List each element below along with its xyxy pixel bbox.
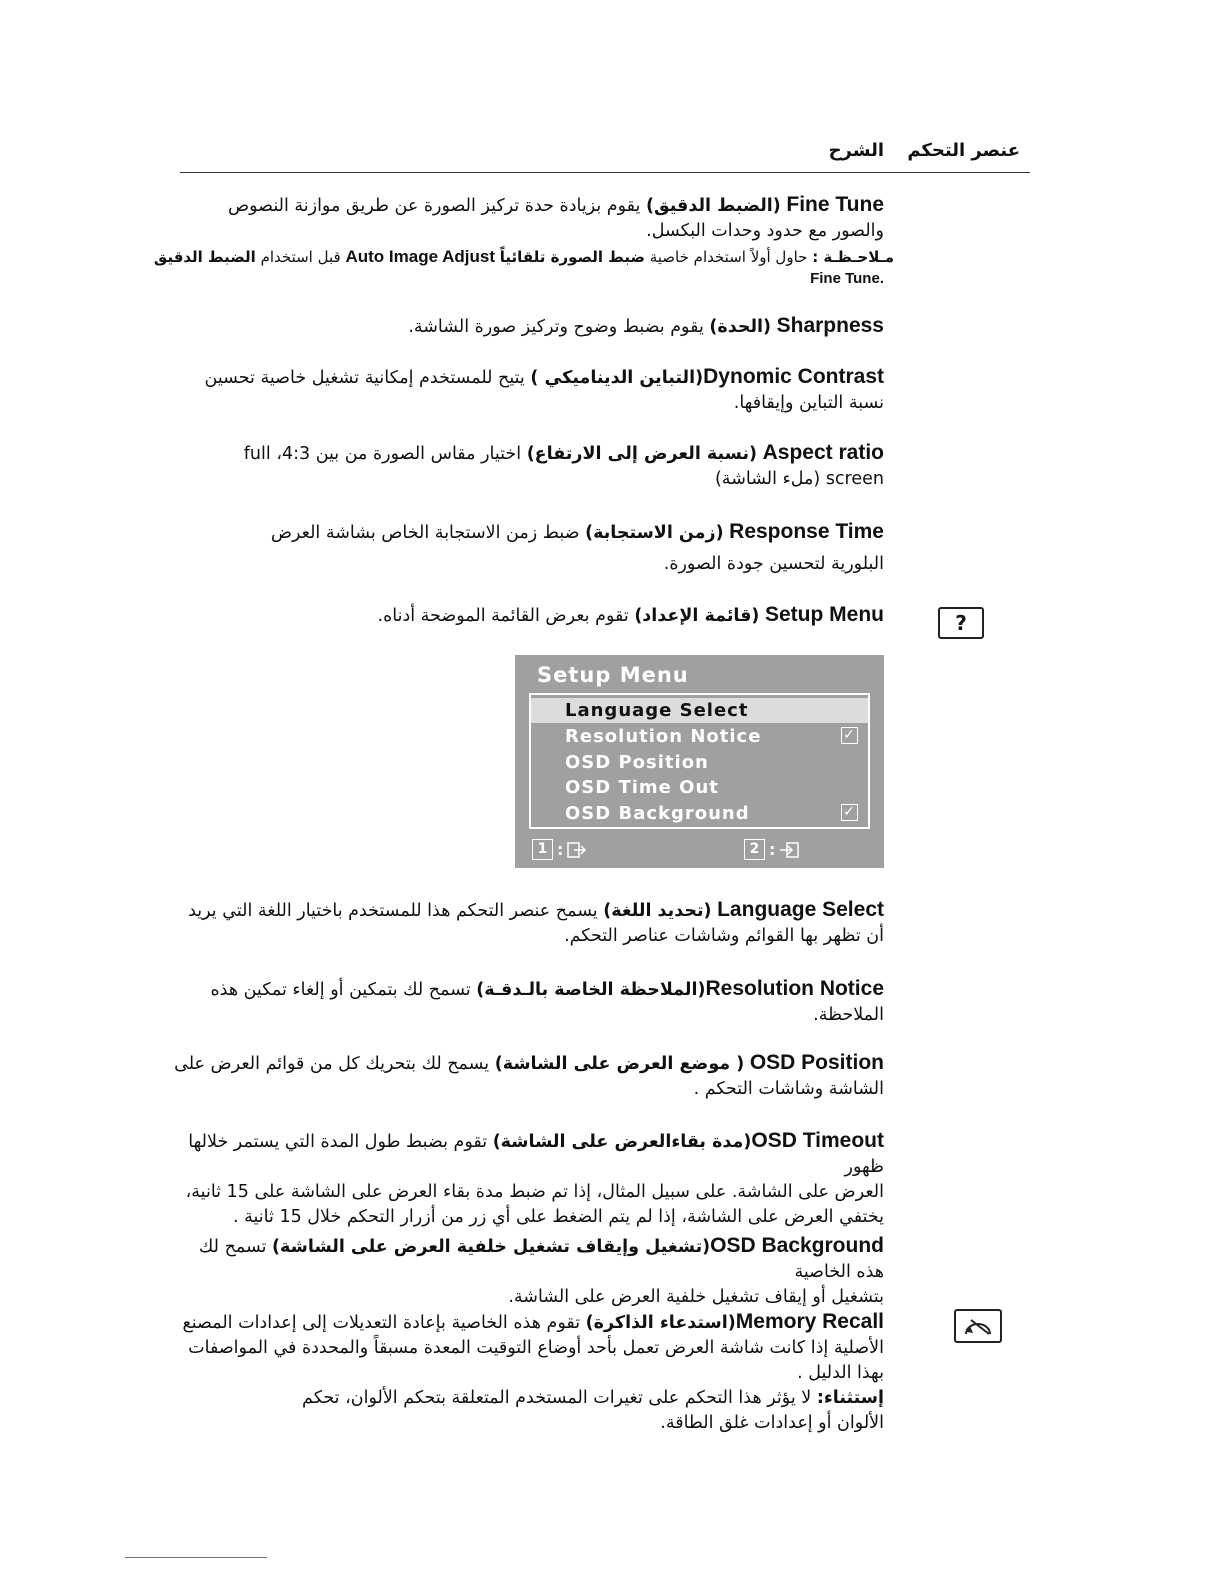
entry-title-ar: ( موضع العرض على الشاشة) bbox=[494, 1054, 745, 1074]
entry-title-en: Aspect ratio bbox=[762, 441, 884, 464]
key-1-icon: 1 bbox=[532, 839, 553, 860]
checkbox-icon: ✓ bbox=[841, 727, 858, 744]
osd-item-label: Resolution Notice bbox=[565, 726, 762, 747]
entry-text: يقوم بضبط وضوح وتركيز صورة الشاشة. bbox=[408, 317, 704, 337]
entry-title-ar: (الضبط الدقيق) bbox=[645, 196, 781, 216]
note-bold: ضبط الصورة تلقائياً bbox=[499, 248, 645, 266]
entry-text: لا يؤثر هذا التحكم على تغيرات المستخدم المتعلقة بتحكم الألوان، تحكم bbox=[302, 1388, 812, 1408]
entry-text: تسمح لك بتمكين أو إلغاء تمكين هذه bbox=[210, 980, 471, 1000]
entry-response-time bbox=[174, 519, 884, 577]
entry-title-ar: (التباين الديناميكي ) bbox=[530, 368, 704, 388]
note-label: مـلاحـظـة : bbox=[812, 248, 894, 266]
entry-text: الألوان أو إعدادات غلق الطاقة. bbox=[660, 1413, 884, 1433]
footer-divider bbox=[125, 1557, 267, 1558]
entry-title-ar: (الملاحظة الخاصة بالـدقـة) bbox=[476, 980, 706, 1000]
entry-title-en: OSD Timeout bbox=[751, 1129, 884, 1152]
memory-recall-icon bbox=[954, 1309, 1002, 1343]
entry-memory-recall bbox=[174, 1309, 884, 1436]
entry-text: أن تظهر بها القوائم وشاشات عناصر التحكم. bbox=[564, 926, 884, 946]
entry-sharpness bbox=[174, 313, 884, 340]
entry-text: تقوم هذه الخاصية بإعادة التعديلات إلى إعدادات المصنع bbox=[182, 1313, 581, 1333]
osd-footer-exit[interactable] bbox=[532, 839, 587, 860]
entry-text: والصور مع حدود وحدات البكسل. bbox=[646, 221, 884, 241]
entry-text: البلورية لتحسين جودة الصورة. bbox=[663, 554, 884, 574]
header-explanation: الشرح bbox=[828, 140, 884, 161]
entry-language-select bbox=[174, 897, 884, 949]
entry-title-en: Resolution Notice bbox=[705, 977, 884, 1000]
osd-item-language-select[interactable] bbox=[531, 698, 868, 723]
osd-footer-enter[interactable] bbox=[744, 839, 799, 860]
note-text: .Fine Tune bbox=[810, 270, 884, 287]
entry-text: تقوم بعرض القائمة الموضحة أدناه. bbox=[377, 606, 629, 626]
entry-title-ar: (تحديد اللغة) bbox=[603, 901, 712, 921]
entry-osd-position bbox=[174, 1050, 884, 1102]
entry-title-en: Setup Menu bbox=[765, 603, 884, 626]
osd-menu-list bbox=[529, 693, 870, 829]
key-2-icon: 2 bbox=[744, 839, 765, 860]
help-icon: ? bbox=[938, 607, 984, 639]
entry-title-en: Sharpness bbox=[776, 314, 884, 337]
fine-tune-note bbox=[153, 246, 894, 290]
osd-item-osd-time-out[interactable] bbox=[531, 775, 868, 800]
osd-item-label: OSD Time Out bbox=[565, 777, 719, 798]
entry-title-en: Language Select bbox=[717, 898, 884, 921]
entry-title-ar: (استدعاء الذاكرة) bbox=[585, 1313, 736, 1333]
entry-osd-timeout bbox=[174, 1128, 884, 1230]
entry-text: يقوم بزيادة حدة تركيز الصورة عن طريق موازنة النصوص bbox=[227, 196, 641, 216]
footer-sep: : bbox=[769, 840, 776, 859]
exit-icon bbox=[567, 841, 587, 859]
entry-text: تسمح لك هذه الخاصية bbox=[198, 1237, 884, 1282]
entry-title-ar: (مدة بقاءالعرض على الشاشة) bbox=[492, 1132, 752, 1152]
entry-text: الملاحظة. bbox=[813, 1005, 884, 1025]
entry-text: تقوم بضبط طول المدة التي يستمر خلالها ظهور bbox=[188, 1132, 884, 1177]
note-text: حاول أولاً استخدام خاصية bbox=[649, 248, 808, 266]
header-controls: عنصر التحكم bbox=[907, 140, 1020, 161]
entry-text: الشاشة وشاشات التحكم . bbox=[693, 1079, 884, 1099]
entry-title-ar: (الحدة) bbox=[709, 317, 772, 337]
osd-item-label: OSD Position bbox=[565, 752, 709, 773]
entry-text: الأصلية إذا كانت شاشة العرض تعمل بأحد أوضاع التوقيت المعدة مسبقاً والمحددة في المواصفات bbox=[188, 1338, 884, 1358]
footer-sep: : bbox=[557, 840, 564, 859]
entry-title-en: Memory Recall bbox=[735, 1310, 884, 1333]
entry-text: بتشغيل أو إيقاف تشغيل خلفية العرض على الشاشة. bbox=[508, 1287, 884, 1307]
entry-title-ar: (زمن الاستجابة) bbox=[585, 523, 724, 543]
entry-text: العرض على الشاشة. على سبيل المثال، إذا تم ضبط مدة بقاء العرض على الشاشة على 15 ثانية، bbox=[185, 1182, 884, 1202]
exception-label: إستثناء: bbox=[816, 1388, 884, 1408]
entry-title-en: Dynomic Contrast bbox=[703, 365, 884, 388]
osd-title: Setup Menu bbox=[537, 663, 689, 687]
entry-resolution-notice bbox=[174, 976, 884, 1028]
table-header bbox=[180, 136, 1030, 173]
note-en: Auto Image Adjust bbox=[345, 247, 496, 266]
entry-title-en: Fine Tune bbox=[786, 193, 884, 216]
osd-item-resolution-notice[interactable] bbox=[531, 724, 868, 749]
enter-icon bbox=[779, 841, 799, 859]
entry-title-en: Response Time bbox=[729, 520, 884, 543]
entry-osd-background bbox=[174, 1233, 884, 1310]
entry-title-ar: (قائمة الإعداد) bbox=[634, 606, 760, 626]
entry-text: يسمح لك بتحريك كل من قوائم العرض على bbox=[174, 1054, 490, 1074]
note-bold: الضبط الدقيق bbox=[153, 248, 256, 266]
entry-fine-tune bbox=[174, 192, 884, 244]
osd-item-label: OSD Background bbox=[565, 803, 750, 824]
entry-text: يتيح للمستخدم إمكانية تشغيل خاصية تحسين bbox=[204, 368, 525, 388]
entry-title-en: OSD Background bbox=[710, 1234, 884, 1257]
osd-item-osd-background[interactable] bbox=[531, 801, 868, 826]
osd-setup-menu bbox=[515, 655, 884, 868]
checkbox-icon: ✓ bbox=[841, 804, 858, 821]
entry-setup-menu bbox=[174, 602, 884, 629]
entry-aspect-ratio bbox=[174, 440, 884, 492]
entry-text: يختفي العرض على الشاشة، إذا لم يتم الضغط على أي زر من أزرار التحكم خلال 15 ثانية . bbox=[233, 1207, 884, 1227]
entry-text: اختيار مقاس الصورة من بين 4:3، full bbox=[243, 444, 522, 464]
entry-title-en: OSD Position bbox=[749, 1051, 884, 1074]
entry-text: ضبط زمن الاستجابة الخاص بشاشة العرض bbox=[270, 523, 580, 543]
entry-text: يسمح عنصر التحكم هذا للمستخدم باختيار اللغة التي يريد bbox=[188, 901, 598, 921]
osd-item-osd-position[interactable] bbox=[531, 750, 868, 775]
entry-text: بهذا الدليل . bbox=[797, 1363, 884, 1383]
entry-dynamic-contrast bbox=[174, 364, 884, 416]
note-text: قبل استخدام bbox=[260, 248, 341, 266]
entry-title-ar: (تشغيل وإيقاف تشغيل خلفية العرض على الشاشة) bbox=[272, 1237, 711, 1257]
entry-text: نسبة التباين وإيقافها. bbox=[733, 393, 884, 413]
osd-item-label: Language Select bbox=[565, 700, 749, 721]
entry-text: screen (ملء الشاشة) bbox=[714, 469, 884, 489]
entry-title-ar: (نسبة العرض إلى الارتفاع) bbox=[526, 444, 758, 464]
